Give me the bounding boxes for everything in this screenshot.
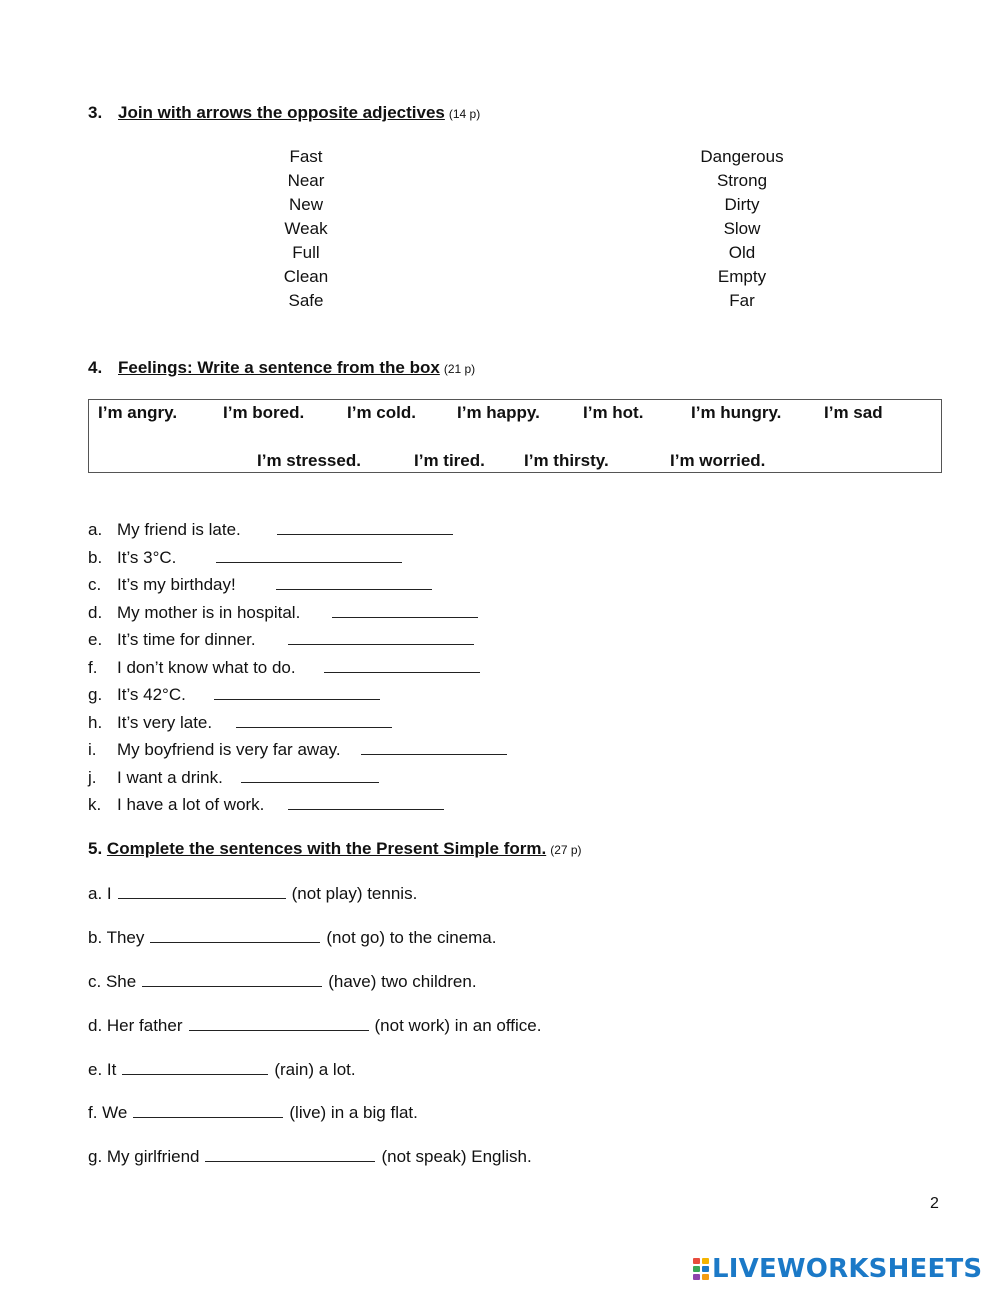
answer-blank[interactable] [133, 1101, 283, 1118]
verb-hint: (live) in a big flat. [289, 1103, 418, 1122]
item-letter: e. [88, 630, 103, 649]
verb-hint: (not play) tennis. [291, 884, 418, 903]
left-adjective[interactable]: Clean [283, 267, 329, 286]
list-item [88, 711, 392, 733]
right-adjective[interactable]: Far [729, 291, 755, 310]
logo-tiles-icon [692, 1257, 710, 1281]
list-item [88, 656, 480, 678]
feeling-option: I’m happy. [457, 403, 540, 422]
answer-blank[interactable] [277, 518, 453, 535]
item-prompt: It’s 42°C. [117, 685, 186, 704]
left-adjective[interactable]: Fast [289, 147, 323, 166]
section-3-number: 3. [88, 103, 103, 122]
sentence-start: b. They [88, 928, 145, 947]
answer-blank[interactable] [236, 711, 392, 728]
right-adjective[interactable]: Dirty [724, 195, 760, 214]
list-item [88, 546, 402, 568]
left-adjective[interactable]: Near [287, 171, 325, 190]
left-adjective[interactable]: Weak [284, 219, 328, 238]
list-item [88, 766, 379, 788]
answer-blank[interactable] [324, 656, 480, 673]
answer-blank[interactable] [288, 628, 474, 645]
section-5-heading [88, 839, 582, 859]
logo-tile [693, 1274, 700, 1280]
answer-blank[interactable] [118, 882, 286, 899]
item-letter: h. [88, 713, 103, 732]
brand-name: LIVEWORKSHEETS [712, 1254, 983, 1284]
verb-hint: (not work) in an office. [374, 1016, 542, 1035]
feeling-option: I’m angry. [98, 403, 178, 422]
item-letter: d. [88, 603, 103, 622]
feeling-option: I’m worried. [670, 451, 766, 470]
list-item [88, 683, 380, 705]
item-letter: i. [88, 740, 97, 759]
item-prompt: It’s my birthday! [117, 575, 236, 594]
verb-hint: (not speak) English. [381, 1147, 532, 1166]
sentence-start: a. I [88, 884, 112, 903]
answer-blank[interactable] [142, 970, 322, 987]
section-3-points: (14 p) [448, 107, 481, 121]
list-item [88, 1101, 418, 1123]
section-4-number: 4. [88, 358, 103, 377]
answer-blank[interactable] [214, 683, 380, 700]
item-prompt: I don’t know what to do. [117, 658, 296, 677]
item-prompt: It’s time for dinner. [117, 630, 256, 649]
item-letter: f. [88, 658, 98, 677]
section-3-title: Join with arrows the opposite adjectives [118, 103, 445, 122]
right-adjective[interactable]: Strong [716, 171, 768, 190]
logo-tile [702, 1274, 709, 1280]
item-letter: a. [88, 520, 103, 539]
right-adjective[interactable]: Old [728, 243, 756, 262]
liveworksheets-logo [692, 1253, 982, 1285]
list-item [88, 926, 496, 948]
feeling-option: I’m thirsty. [524, 451, 609, 470]
list-item [88, 573, 432, 595]
item-letter: k. [88, 795, 102, 814]
section-3-heading [88, 103, 480, 123]
item-letter: g. [88, 685, 103, 704]
right-adjective[interactable]: Slow [723, 219, 761, 238]
answer-blank[interactable] [216, 546, 402, 563]
feeling-option: I’m stressed. [257, 451, 361, 470]
left-adjective[interactable]: New [288, 195, 323, 214]
sentence-start: e. It [88, 1060, 117, 1079]
list-item [88, 793, 444, 815]
section-5-title: Complete the sentences with the Present Simple form. [106, 839, 547, 858]
logo-tile [702, 1266, 709, 1272]
verb-hint: (have) two children. [328, 972, 477, 991]
sentence-start: f. We [88, 1103, 128, 1122]
logo-tile [693, 1266, 700, 1272]
list-item [88, 1145, 532, 1167]
item-prompt: My mother is in hospital. [117, 603, 301, 622]
section-4-heading [88, 358, 475, 378]
list-item [88, 1058, 356, 1080]
verb-hint: (not go) to the cinema. [326, 928, 497, 947]
item-letter: c. [88, 575, 102, 594]
sentence-start: g. My girlfriend [88, 1147, 200, 1166]
left-adjective[interactable]: Safe [288, 291, 324, 310]
answer-blank[interactable] [361, 738, 507, 755]
section-5-points: (27 p) [550, 843, 582, 857]
section-5-number: 5. [88, 839, 103, 858]
list-item [88, 628, 474, 650]
verb-hint: (rain) a lot. [274, 1060, 356, 1079]
answer-blank[interactable] [122, 1058, 268, 1075]
item-prompt: My boyfriend is very far away. [117, 740, 341, 759]
feeling-option: I’m cold. [347, 403, 416, 422]
feeling-option: I’m sad [824, 403, 883, 422]
page-number: 2 [930, 1195, 939, 1212]
list-item [88, 882, 417, 904]
right-adjective[interactable]: Empty [717, 267, 767, 286]
feeling-option: I’m bored. [223, 403, 305, 422]
list-item [88, 738, 507, 760]
list-item [88, 970, 477, 992]
sentence-start: c. She [88, 972, 137, 991]
answer-blank[interactable] [241, 766, 379, 783]
logo-tile [693, 1258, 700, 1264]
item-letter: j. [88, 768, 97, 787]
item-prompt: I want a drink. [117, 768, 223, 787]
answer-blank[interactable] [276, 573, 432, 590]
sentence-start: d. Her father [88, 1016, 183, 1035]
feeling-option: I’m hot. [583, 403, 644, 422]
item-letter: b. [88, 548, 103, 567]
answer-blank[interactable] [205, 1145, 375, 1162]
answer-blank[interactable] [150, 926, 320, 943]
section-4-points: (21 p) [443, 362, 476, 376]
item-prompt: I have a lot of work. [117, 795, 265, 814]
left-adjective[interactable]: Full [292, 243, 320, 262]
list-item [88, 601, 478, 623]
feeling-option: I’m tired. [414, 451, 485, 470]
answer-blank[interactable] [288, 793, 444, 810]
right-adjective[interactable]: Dangerous [700, 147, 784, 166]
section-4-title: Feelings: Write a sentence from the box [118, 358, 440, 377]
item-prompt: My friend is late. [117, 520, 241, 539]
answer-blank[interactable] [189, 1014, 369, 1031]
item-prompt: It’s 3°C. [117, 548, 177, 567]
answer-blank[interactable] [332, 601, 478, 618]
logo-tile [702, 1258, 709, 1264]
item-prompt: It’s very late. [117, 713, 213, 732]
list-item [88, 1014, 541, 1036]
feeling-option: I’m hungry. [691, 403, 782, 422]
list-item [88, 518, 453, 540]
